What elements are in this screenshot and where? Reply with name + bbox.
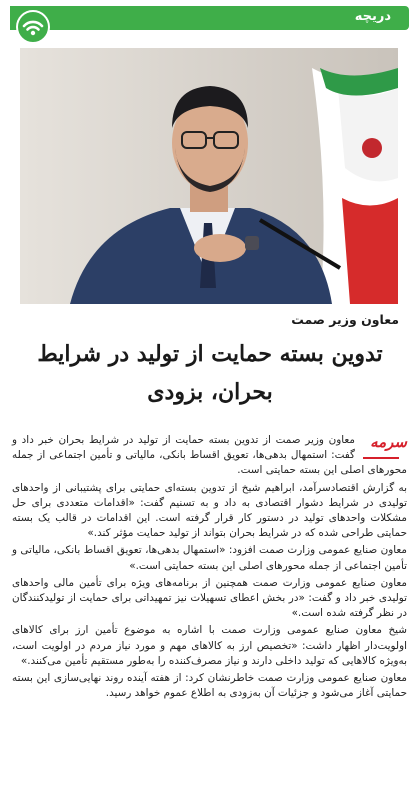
headline-line-1: تدوین بسته حمایت از تولید در شرایط [37, 341, 383, 367]
paragraph: شیخ معاون صنایع عمومی وزارت صمت با اشاره به موضوع تأمین ارز برای کالاهای اولویت‌دار اظهار داشت: «تخصیص ارز به کالاهای مهم و مورد نیاز مردم در اولویت است، به‌ویژه کالاهایی که تولید داخلی دارند و نیاز مصرف‌کننده را به‌طور مستقیم تأمین می‌کنند.» [12, 624, 407, 667]
paragraph: معاون صنایع عمومی وزارت صمت همچنین از برنامه‌های ویژه برای تأمین مالی واحدهای تولیدی خبر داد و گفت: «در بخش اعطای تسهیلات نیز تمهیداتی برای حمایت از تولیدکنندگان در نظر گرفته شده است.» [12, 576, 407, 620]
paragraph: معاون صنایع عمومی وزارت صمت افزود: «استمهال بدهی‌ها، تعویق اقساط بانکی، مالیاتی و تأمین اجتماعی از جمله محورهای اصلی این بسته حمایتی است.» [12, 544, 407, 572]
section-header-bar [10, 6, 409, 30]
logo-text: سرمه [370, 433, 407, 451]
pen-icon [363, 457, 399, 459]
paragraph: معاون وزیر صمت از تدوین بسته حمایت از تولید در شرایط بحران خبر داد و گفت: استمهال بدهی‌ها، تعویق اقساط بانکی، مالیاتی و تأمین اجتماعی از جمله محورهای اصلی این بسته حمایتی است. [12, 434, 407, 477]
article-photo [20, 48, 398, 304]
wifi-icon [16, 10, 50, 44]
article-headline [21, 335, 399, 411]
section-title: دریچه [354, 9, 391, 24]
newspaper-logo [361, 433, 407, 463]
article-body [12, 433, 407, 703]
paragraph: به گزارش اقتصادسرآمد، ابراهیم شیخ از تدوین بسته‌ای حمایتی برای پشتیبانی از واحدهای تولیدی در شرایط دشوار اقتصادی به داد و به تسنیم گفت: «اقدامات متعددی برای حل مشکلات واحدهای تولید در دستور کار قرار گرفته است. این اقدامات در قالب یک بسته حمایتی طراحی شده که در شرایط بحران بتواند از تولید حمایت مؤثر کند.» [12, 481, 407, 540]
paragraph: معاون صنایع عمومی وزارت صمت خاطرنشان کرد: از هفته آینده روند نهایی‌سازی این بسته حمایتی آغاز می‌شود و جزئیات آن به‌زودی به اطلاع عموم خواهد رسید. [12, 672, 407, 700]
headline-line-2: بحران، بزودی [147, 379, 273, 405]
article-kicker: معاون وزیر صمت [291, 312, 399, 327]
